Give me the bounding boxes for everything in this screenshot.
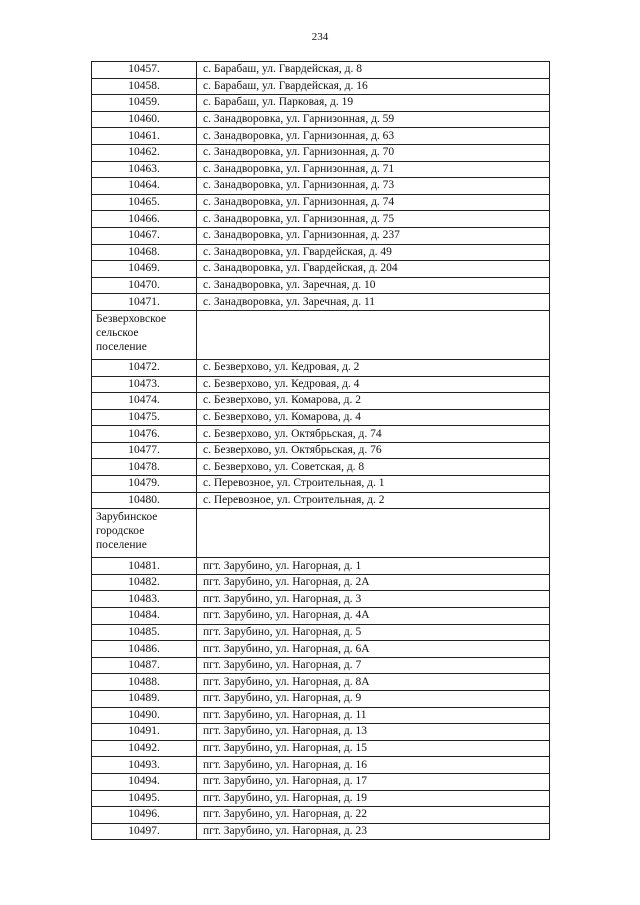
row-number: 10472.	[92, 359, 197, 376]
table-row	[92, 624, 550, 641]
row-number: 10486.	[92, 641, 197, 658]
row-number: 10487.	[92, 657, 197, 674]
row-number: 10466.	[92, 211, 197, 228]
table-row	[92, 773, 550, 790]
row-address: пгт. Зарубино, ул. Нагорная, д. 15	[197, 740, 550, 757]
row-number: 10460.	[92, 111, 197, 128]
table-row	[92, 393, 550, 410]
table-row	[92, 558, 550, 575]
row-address: пгт. Зарубино, ул. Нагорная, д. 7	[197, 657, 550, 674]
table-row	[92, 144, 550, 161]
row-address: пгт. Зарубино, ул. Нагорная, д. 17	[197, 773, 550, 790]
table-row	[92, 724, 550, 741]
row-address: с. Занадворовка, ул. Гарнизонная, д. 59	[197, 111, 550, 128]
row-number: 10461.	[92, 128, 197, 145]
row-address: с. Безверхово, ул. Кедровая, д. 2	[197, 359, 550, 376]
row-number: 10484.	[92, 608, 197, 625]
section-title: Безверховское сельское поселение	[92, 310, 197, 359]
table-row	[92, 641, 550, 658]
table-row	[92, 161, 550, 178]
row-address: пгт. Зарубино, ул. Нагорная, д. 16	[197, 757, 550, 774]
table-row	[92, 740, 550, 757]
table-row	[92, 476, 550, 493]
section-empty-cell	[197, 509, 550, 558]
row-number: 10489.	[92, 691, 197, 708]
table-row	[92, 591, 550, 608]
table-row	[92, 707, 550, 724]
row-address: с. Занадворовка, ул. Гарнизонная, д. 63	[197, 128, 550, 145]
row-number: 10493.	[92, 757, 197, 774]
row-address: пгт. Зарубино, ул. Нагорная, д. 9	[197, 691, 550, 708]
row-number: 10474.	[92, 393, 197, 410]
table-row	[92, 426, 550, 443]
table-row	[92, 492, 550, 509]
row-address: пгт. Зарубино, ул. Нагорная, д. 6А	[197, 641, 550, 658]
row-address: с. Занадворовка, ул. Гарнизонная, д. 75	[197, 211, 550, 228]
row-address: с. Занадворовка, ул. Гарнизонная, д. 71	[197, 161, 550, 178]
row-number: 10469.	[92, 261, 197, 278]
row-address: с. Перевозное, ул. Строительная, д. 1	[197, 476, 550, 493]
table-row	[92, 78, 550, 95]
table-row	[92, 111, 550, 128]
row-address: пгт. Зарубино, ул. Нагорная, д. 11	[197, 707, 550, 724]
table-row	[92, 608, 550, 625]
table-row	[92, 128, 550, 145]
row-number: 10464.	[92, 178, 197, 195]
row-number: 10496.	[92, 807, 197, 824]
row-number: 10459.	[92, 95, 197, 112]
table-row	[92, 657, 550, 674]
section-header-row	[92, 310, 550, 359]
row-number: 10470.	[92, 277, 197, 294]
row-address: с. Занадворовка, ул. Гарнизонная, д. 70	[197, 144, 550, 161]
row-number: 10497.	[92, 823, 197, 840]
table-row	[92, 459, 550, 476]
row-number: 10492.	[92, 740, 197, 757]
row-address: пгт. Зарубино, ул. Нагорная, д. 3	[197, 591, 550, 608]
table-row	[92, 574, 550, 591]
row-address: пгт. Зарубино, ул. Нагорная, д. 13	[197, 724, 550, 741]
row-number: 10457.	[92, 62, 197, 79]
row-address: с. Безверхово, ул. Советская, д. 8	[197, 459, 550, 476]
table-row	[92, 211, 550, 228]
row-address: с. Занадворовка, ул. Гарнизонная, д. 237	[197, 227, 550, 244]
row-address: с. Занадворовка, ул. Заречная, д. 10	[197, 277, 550, 294]
table-row	[92, 790, 550, 807]
row-number: 10481.	[92, 558, 197, 575]
row-address: с. Занадворовка, ул. Гвардейская, д. 49	[197, 244, 550, 261]
row-number: 10463.	[92, 161, 197, 178]
table-row	[92, 823, 550, 840]
row-number: 10491.	[92, 724, 197, 741]
table-row	[92, 674, 550, 691]
table-row	[92, 757, 550, 774]
row-address: пгт. Зарубино, ул. Нагорная, д. 22	[197, 807, 550, 824]
table-row	[92, 244, 550, 261]
row-number: 10488.	[92, 674, 197, 691]
row-number: 10473.	[92, 376, 197, 393]
row-address: пгт. Зарубино, ул. Нагорная, д. 8А	[197, 674, 550, 691]
row-number: 10482.	[92, 574, 197, 591]
row-address: с. Безверхово, ул. Комарова, д. 4	[197, 409, 550, 426]
page-number: 234	[311, 31, 329, 43]
row-number: 10485.	[92, 624, 197, 641]
row-number: 10490.	[92, 707, 197, 724]
row-number: 10483.	[92, 591, 197, 608]
row-address: с. Безверхово, ул. Октябрьская, д. 76	[197, 442, 550, 459]
row-address: с. Барабаш, ул. Гвардейская, д. 16	[197, 78, 550, 95]
row-address: пгт. Зарубино, ул. Нагорная, д. 19	[197, 790, 550, 807]
row-address: с. Занадворовка, ул. Заречная, д. 11	[197, 294, 550, 311]
section-title: Зарубинское городское поселение	[92, 509, 197, 558]
row-address: пгт. Зарубино, ул. Нагорная, д. 5	[197, 624, 550, 641]
row-address: пгт. Зарубино, ул. Нагорная, д. 2А	[197, 574, 550, 591]
table-row	[92, 359, 550, 376]
row-address: с. Занадворовка, ул. Гарнизонная, д. 74	[197, 194, 550, 211]
row-number: 10475.	[92, 409, 197, 426]
table-row	[92, 95, 550, 112]
row-number: 10458.	[92, 78, 197, 95]
row-number: 10465.	[92, 194, 197, 211]
row-address: с. Барабаш, ул. Парковая, д. 19	[197, 95, 550, 112]
row-address: с. Занадворовка, ул. Гарнизонная, д. 73	[197, 178, 550, 195]
table-row	[92, 294, 550, 311]
table-row	[92, 442, 550, 459]
row-number: 10476.	[92, 426, 197, 443]
row-address: с. Барабаш, ул. Гвардейская, д. 8	[197, 62, 550, 79]
section-header-row	[92, 509, 550, 558]
table-row	[92, 807, 550, 824]
row-number: 10480.	[92, 492, 197, 509]
row-number: 10495.	[92, 790, 197, 807]
address-table-body	[92, 62, 550, 840]
table-row	[92, 261, 550, 278]
table-row	[92, 194, 550, 211]
table-row	[92, 409, 550, 426]
row-number: 10494.	[92, 773, 197, 790]
section-empty-cell	[197, 310, 550, 359]
table-row	[92, 178, 550, 195]
table-row	[92, 691, 550, 708]
row-address: с. Безверхово, ул. Октябрьская, д. 74	[197, 426, 550, 443]
row-address: пгт. Зарубино, ул. Нагорная, д. 1	[197, 558, 550, 575]
row-address: пгт. Зарубино, ул. Нагорная, д. 23	[197, 823, 550, 840]
row-address: с. Перевозное, ул. Строительная, д. 2	[197, 492, 550, 509]
row-address: пгт. Зарубино, ул. Нагорная, д. 4А	[197, 608, 550, 625]
row-address: с. Безверхово, ул. Комарова, д. 2	[197, 393, 550, 410]
row-number: 10468.	[92, 244, 197, 261]
row-number: 10477.	[92, 442, 197, 459]
table-row	[92, 277, 550, 294]
table-row	[92, 62, 550, 79]
row-address: с. Занадворовка, ул. Гвардейская, д. 204	[197, 261, 550, 278]
table-row	[92, 227, 550, 244]
row-number: 10467.	[92, 227, 197, 244]
row-number: 10471.	[92, 294, 197, 311]
row-address: с. Безверхово, ул. Кедровая, д. 4	[197, 376, 550, 393]
row-number: 10478.	[92, 459, 197, 476]
row-number: 10462.	[92, 144, 197, 161]
address-table	[91, 61, 550, 840]
table-row	[92, 376, 550, 393]
row-number: 10479.	[92, 476, 197, 493]
